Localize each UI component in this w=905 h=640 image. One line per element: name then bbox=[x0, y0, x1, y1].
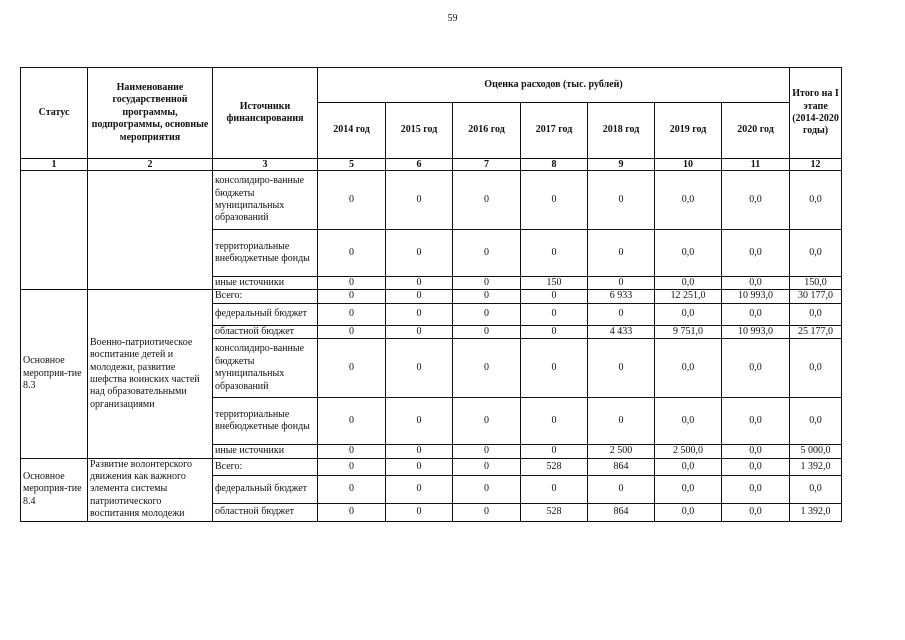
value-cell: 0,0 bbox=[722, 277, 790, 290]
program-name-cell: Развитие волонтерского движения как важного элемента системы патриотического воспитания молодежи bbox=[88, 458, 213, 521]
value-cell: 0 bbox=[318, 277, 386, 290]
source-cell: консолидиро-ванные бюджеты муниципальных образований bbox=[213, 171, 318, 230]
value-cell: 0 bbox=[521, 325, 588, 338]
value-cell: 25 177,0 bbox=[790, 325, 842, 338]
header-year: 2014 год bbox=[318, 103, 386, 159]
value-cell: 0 bbox=[386, 290, 453, 303]
value-cell: 0 bbox=[318, 303, 386, 325]
value-cell: 0,0 bbox=[655, 398, 722, 445]
program-name-cell bbox=[88, 171, 213, 290]
value-cell: 0 bbox=[318, 290, 386, 303]
value-cell: 0,0 bbox=[722, 230, 790, 277]
value-cell: 0 bbox=[453, 445, 521, 458]
value-cell: 864 bbox=[588, 504, 655, 521]
value-cell: 0,0 bbox=[722, 398, 790, 445]
value-cell: 0 bbox=[386, 475, 453, 503]
source-cell: федеральный бюджет bbox=[213, 475, 318, 503]
column-index: 8 bbox=[521, 159, 588, 171]
value-cell: 0,0 bbox=[655, 303, 722, 325]
value-cell: 0 bbox=[521, 475, 588, 503]
value-cell: 0,0 bbox=[655, 475, 722, 503]
value-cell: 0,0 bbox=[722, 171, 790, 230]
value-cell: 0 bbox=[588, 303, 655, 325]
value-cell: 0,0 bbox=[790, 339, 842, 398]
header-year: 2015 год bbox=[386, 103, 453, 159]
value-cell: 0 bbox=[453, 171, 521, 230]
value-cell: 864 bbox=[588, 458, 655, 475]
value-cell: 9 751,0 bbox=[655, 325, 722, 338]
column-index: 5 bbox=[318, 159, 386, 171]
header-year: 2019 год bbox=[655, 103, 722, 159]
value-cell: 0,0 bbox=[722, 458, 790, 475]
value-cell: 0 bbox=[521, 339, 588, 398]
value-cell: 0 bbox=[386, 445, 453, 458]
header-year: 2020 год bbox=[722, 103, 790, 159]
value-cell: 5 000,0 bbox=[790, 445, 842, 458]
value-cell: 0 bbox=[453, 325, 521, 338]
value-cell: 0,0 bbox=[655, 339, 722, 398]
value-cell: 0 bbox=[521, 290, 588, 303]
value-cell: 1 392,0 bbox=[790, 504, 842, 521]
value-cell: 0,0 bbox=[722, 445, 790, 458]
value-cell: 0 bbox=[588, 339, 655, 398]
table-row bbox=[21, 290, 842, 303]
value-cell: 0 bbox=[386, 504, 453, 521]
source-cell: Всего: bbox=[213, 290, 318, 303]
header-total: Итого на I этапе (2014-2020 годы) bbox=[790, 68, 842, 159]
source-cell: консолидиро-ванные бюджеты муниципальных образований bbox=[213, 339, 318, 398]
column-index: 7 bbox=[453, 159, 521, 171]
value-cell: 6 933 bbox=[588, 290, 655, 303]
header-year: 2017 год bbox=[521, 103, 588, 159]
value-cell: 0 bbox=[386, 303, 453, 325]
value-cell: 0 bbox=[386, 230, 453, 277]
table-row bbox=[21, 458, 842, 475]
header-program: Наименование государственной программы, подпрограммы, основные мероприятия bbox=[88, 68, 213, 159]
value-cell: 10 993,0 bbox=[722, 290, 790, 303]
value-cell: 2 500,0 bbox=[655, 445, 722, 458]
value-cell: 0 bbox=[386, 277, 453, 290]
value-cell: 0 bbox=[318, 458, 386, 475]
value-cell: 0 bbox=[453, 504, 521, 521]
value-cell: 0,0 bbox=[655, 277, 722, 290]
value-cell: 0,0 bbox=[790, 230, 842, 277]
header-estimate: Оценка расходов (тыс. рублей) bbox=[318, 68, 790, 103]
value-cell: 0 bbox=[453, 230, 521, 277]
column-index: 3 bbox=[213, 159, 318, 171]
column-index: 11 bbox=[722, 159, 790, 171]
value-cell: 0 bbox=[318, 230, 386, 277]
value-cell: 0 bbox=[453, 398, 521, 445]
value-cell: 0,0 bbox=[790, 303, 842, 325]
column-index: 12 bbox=[790, 159, 842, 171]
budget-table bbox=[20, 67, 842, 522]
value-cell: 0 bbox=[588, 475, 655, 503]
value-cell: 2 500 bbox=[588, 445, 655, 458]
value-cell: 0 bbox=[318, 398, 386, 445]
value-cell: 0,0 bbox=[790, 398, 842, 445]
column-index: 9 bbox=[588, 159, 655, 171]
value-cell: 0 bbox=[453, 290, 521, 303]
value-cell: 0 bbox=[318, 325, 386, 338]
value-cell: 0,0 bbox=[655, 171, 722, 230]
value-cell: 10 993,0 bbox=[722, 325, 790, 338]
column-index: 1 bbox=[21, 159, 88, 171]
source-cell: иные источники bbox=[213, 445, 318, 458]
value-cell: 0 bbox=[318, 504, 386, 521]
source-cell: территориальные внебюджетные фонды bbox=[213, 230, 318, 277]
header-year: 2016 год bbox=[453, 103, 521, 159]
source-cell: федеральный бюджет bbox=[213, 303, 318, 325]
value-cell: 528 bbox=[521, 504, 588, 521]
value-cell: 0 bbox=[588, 398, 655, 445]
value-cell: 0 bbox=[588, 171, 655, 230]
value-cell: 0 bbox=[386, 398, 453, 445]
source-cell: областной бюджет bbox=[213, 504, 318, 521]
value-cell: 0 bbox=[588, 277, 655, 290]
value-cell: 4 433 bbox=[588, 325, 655, 338]
value-cell: 0 bbox=[386, 339, 453, 398]
column-index: 2 bbox=[88, 159, 213, 171]
value-cell: 0 bbox=[386, 458, 453, 475]
value-cell: 30 177,0 bbox=[790, 290, 842, 303]
value-cell: 0 bbox=[318, 475, 386, 503]
value-cell: 0,0 bbox=[722, 504, 790, 521]
value-cell: 528 bbox=[521, 458, 588, 475]
header-year: 2018 год bbox=[588, 103, 655, 159]
status-cell: Основное мероприя-тие 8.3 bbox=[21, 290, 88, 458]
source-cell: областной бюджет bbox=[213, 325, 318, 338]
value-cell: 0 bbox=[453, 458, 521, 475]
status-cell: Основное мероприя-тие 8.4 bbox=[21, 458, 88, 521]
value-cell: 0 bbox=[453, 303, 521, 325]
status-cell bbox=[21, 171, 88, 290]
value-cell: 0 bbox=[521, 171, 588, 230]
value-cell: 0,0 bbox=[790, 475, 842, 503]
value-cell: 0 bbox=[521, 445, 588, 458]
source-cell: иные источники bbox=[213, 277, 318, 290]
value-cell: 0 bbox=[453, 475, 521, 503]
program-name-cell: Военно-патриотическое воспитание детей и молодежи, развитие шефства воинских частей над образовательными организациями bbox=[88, 290, 213, 458]
value-cell: 0,0 bbox=[722, 303, 790, 325]
value-cell: 0,0 bbox=[722, 475, 790, 503]
value-cell: 150 bbox=[521, 277, 588, 290]
value-cell: 0 bbox=[588, 230, 655, 277]
header-status: Статус bbox=[21, 68, 88, 159]
value-cell: 150,0 bbox=[790, 277, 842, 290]
value-cell: 0,0 bbox=[655, 230, 722, 277]
value-cell: 0 bbox=[521, 230, 588, 277]
value-cell: 0,0 bbox=[655, 458, 722, 475]
source-cell: Всего: bbox=[213, 458, 318, 475]
value-cell: 0 bbox=[521, 398, 588, 445]
value-cell: 0,0 bbox=[722, 339, 790, 398]
value-cell: 0,0 bbox=[655, 504, 722, 521]
value-cell: 0 bbox=[521, 303, 588, 325]
page-number: 59 bbox=[447, 13, 458, 24]
column-index: 10 bbox=[655, 159, 722, 171]
value-cell: 0 bbox=[386, 325, 453, 338]
value-cell: 0 bbox=[453, 277, 521, 290]
value-cell: 12 251,0 bbox=[655, 290, 722, 303]
value-cell: 0 bbox=[318, 339, 386, 398]
value-cell: 0 bbox=[386, 171, 453, 230]
value-cell: 0 bbox=[318, 445, 386, 458]
header-sources: Источники финансирования bbox=[213, 68, 318, 159]
value-cell: 0 bbox=[318, 171, 386, 230]
value-cell: 0,0 bbox=[790, 171, 842, 230]
source-cell: территориальные внебюджетные фонды bbox=[213, 398, 318, 445]
value-cell: 0 bbox=[453, 339, 521, 398]
value-cell: 1 392,0 bbox=[790, 458, 842, 475]
column-index: 6 bbox=[386, 159, 453, 171]
table-row bbox=[21, 171, 842, 230]
